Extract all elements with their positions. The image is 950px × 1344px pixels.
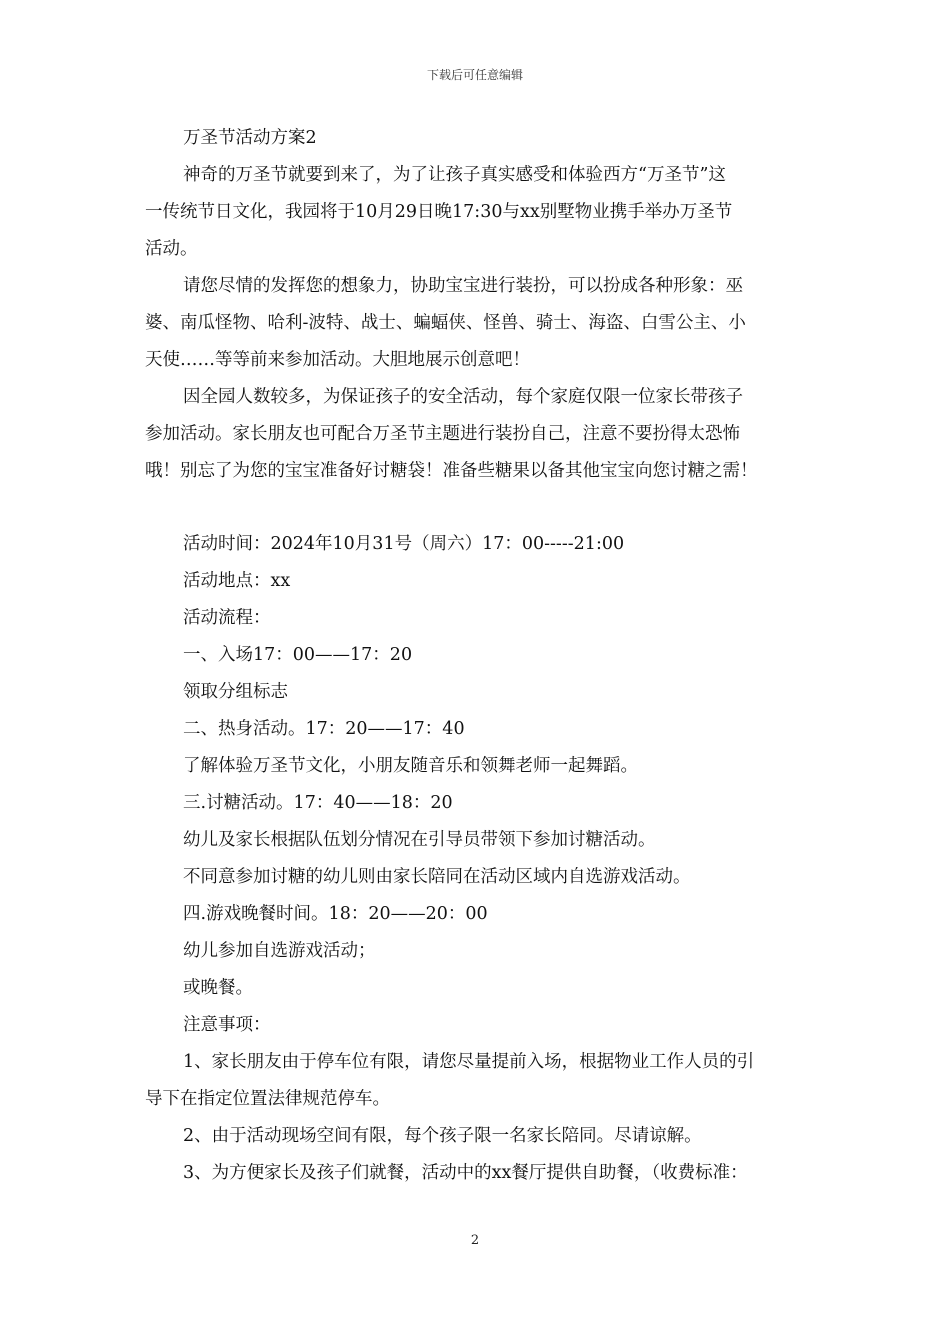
activity-place: 活动地点：xx — [183, 571, 291, 591]
note-3: 3、为方便家长及孩子们就餐，活动中的xx餐厅提供自助餐，（收费标准： — [183, 1163, 748, 1183]
paragraph-3-line-3: 哦！别忘了为您的宝宝准备好讨糖袋！准备些糖果以备其他宝宝向您讨糖之需！ — [145, 461, 758, 481]
paragraph-1-line-2: 一传统节日文化，我园将于10月29日晚17:30与xx别墅物业携手举办万圣节 — [145, 202, 733, 222]
page-header: 下载后可任意编辑 — [426, 68, 523, 82]
document-body — [145, 120, 825, 1192]
flow-item: 三.讨糖活动。17：40——18：20 — [183, 793, 453, 813]
notes-title: 注意事项： — [183, 1015, 271, 1035]
page-number: 2 — [470, 1233, 480, 1248]
paragraph-2-line-1: 请您尽情的发挥您的想象力，协助宝宝进行装扮，可以扮成各种形象：巫 — [183, 276, 743, 296]
flow-item: 了解体验万圣节文化，小朋友随音乐和领舞老师一起舞蹈。 — [183, 756, 638, 776]
activity-time: 活动时间：2024年10月31号（周六）17：00-----21:00 — [183, 534, 625, 554]
flow-item: 不同意参加讨糖的幼儿则由家长陪同在活动区域内自选游戏活动。 — [183, 867, 691, 887]
note-1-line-1: 1、家长朋友由于停车位有限，请您尽量提前入场，根据物业工作人员的引 — [183, 1052, 755, 1072]
flow-item: 幼儿参加自选游戏活动； — [183, 941, 376, 961]
paragraph-1-line-3: 活动。 — [145, 239, 198, 259]
paragraph-2-line-3: 天使……等等前来参加活动。大胆地展示创意吧！ — [145, 350, 530, 370]
flow-item: 领取分组标志 — [183, 682, 288, 702]
paragraph-3-line-2: 参加活动。家长朋友也可配合万圣节主题进行装扮自己，注意不要扮得太恐怖 — [145, 424, 740, 444]
activity-flow-title: 活动流程： — [183, 608, 271, 628]
document-title: 万圣节活动方案2 — [183, 128, 317, 148]
paragraph-1-line-1: 神奇的万圣节就要到来了，为了让孩子真实感受和体验西方“万圣节”这 — [183, 165, 726, 185]
flow-item: 一、入场17：00——17：20 — [183, 645, 413, 665]
flow-item: 或晚餐。 — [183, 978, 253, 998]
flow-item: 二、热身活动。17：20——17：40 — [183, 719, 465, 739]
note-1-line-2: 导下在指定位置法律规范停车。 — [145, 1089, 390, 1109]
flow-item: 幼儿及家长根据队伍划分情况在引导员带领下参加讨糖活动。 — [183, 830, 656, 850]
paragraph-2-line-2: 婆、南瓜怪物、哈利-波特、战士、蝙蝠侠、怪兽、骑士、海盗、白雪公主、小 — [145, 313, 746, 333]
note-2: 2、由于活动现场空间有限，每个孩子限一名家长陪同。尽请谅解。 — [183, 1126, 702, 1146]
paragraph-3-line-1: 因全园人数较多，为保证孩子的安全活动，每个家庭仅限一位家长带孩子 — [183, 387, 743, 407]
flow-item: 四.游戏晚餐时间。18：20——20：00 — [183, 904, 488, 924]
blank-line — [145, 490, 825, 526]
